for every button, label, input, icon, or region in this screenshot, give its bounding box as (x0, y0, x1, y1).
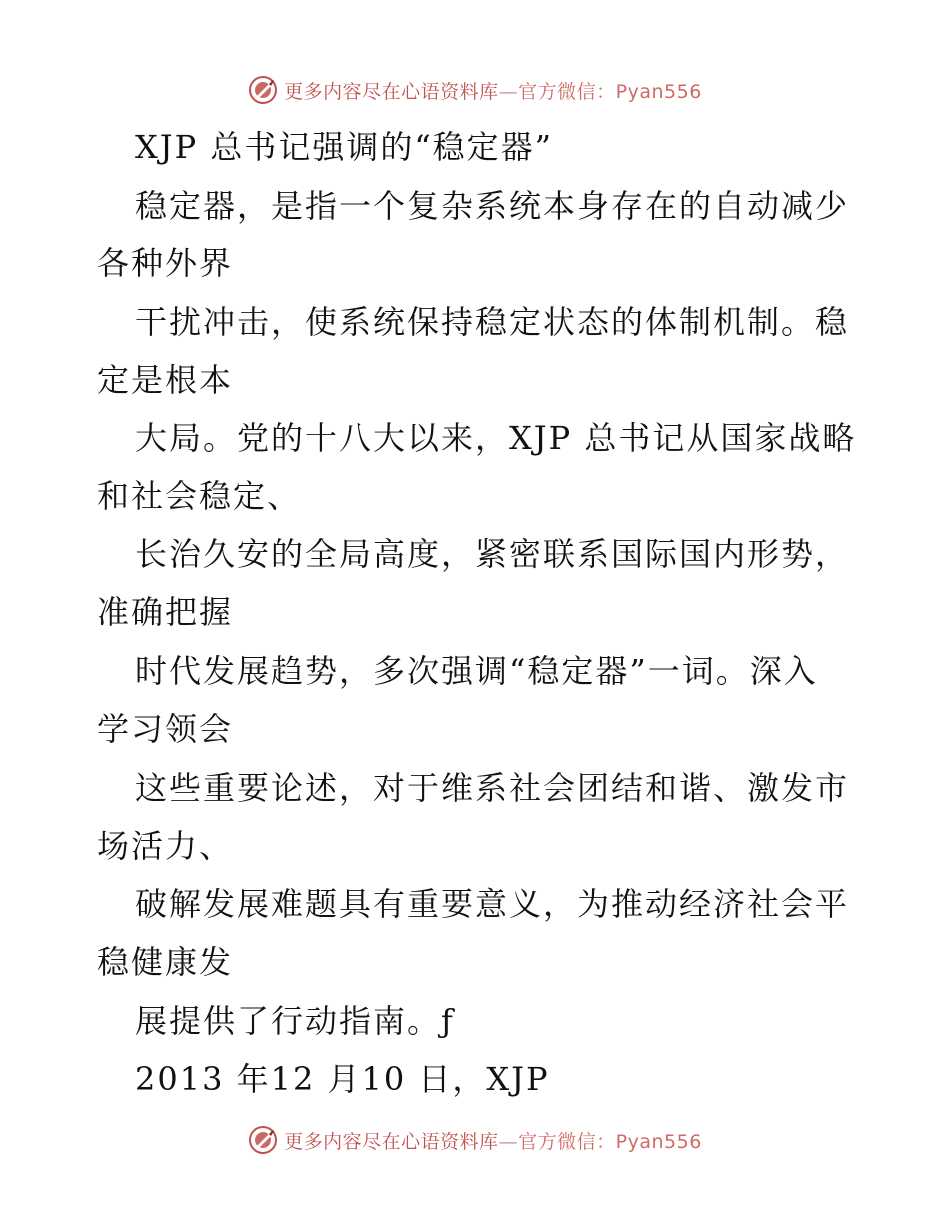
pen-logo-icon (248, 75, 278, 105)
watermark-brand: 更多内容尽在心语资料库 (284, 1130, 499, 1153)
watermark-separator: — (498, 1130, 519, 1153)
paragraph-line: 学习领会 (97, 710, 234, 748)
paragraph-line: 稳健康发 (97, 943, 234, 981)
watermark-wechat: 官方微信：Pyan556 (518, 1130, 702, 1153)
footer-watermark (0, 1120, 950, 1160)
document-title: XJP 总书记强调的“稳定器” (135, 128, 554, 166)
paragraph-line: 时代发展趋势，多次强调“稳定器”一词。深入 (135, 652, 818, 690)
paragraph-line: 这些重要论述，对于维系社会团结和谐、激发市 (135, 769, 850, 807)
header-watermark (0, 70, 950, 110)
paragraph-line: 稳定器，是指一个复杂系统本身存在的自动减少 (135, 187, 850, 225)
watermark-separator: — (498, 80, 519, 103)
paragraph-line: 各种外界 (97, 244, 234, 282)
paragraph-line: 破解发展难题具有重要意义，为推动经济社会平 (135, 885, 850, 923)
paragraph-line: 大局。党的十八大以来，XJP 总书记从国家战略 (135, 419, 857, 457)
paragraph-line: 干扰冲击，使系统保持稳定状态的体制机制。稳 (135, 303, 850, 341)
paragraph-line: 定是根本 (97, 361, 234, 399)
paragraph-line: 和社会稳定、 (97, 477, 302, 515)
watermark-brand: 更多内容尽在心语资料库 (284, 80, 499, 103)
watermark-text (284, 77, 702, 104)
paragraph-line: 展提供了行动指南。ƒ (135, 1002, 455, 1040)
watermark-text (284, 1127, 702, 1154)
pen-logo-icon (248, 1125, 278, 1155)
watermark-wechat: 官方微信：Pyan556 (518, 80, 702, 103)
paragraph-line: 场活力、 (97, 827, 234, 865)
paragraph-line: 准确把握 (97, 593, 234, 631)
date-line: 2013 年12 月10 日，XJP (135, 1060, 550, 1098)
paragraph-line: 长治久安的全局高度，紧密联系国际国内形势， (135, 535, 850, 573)
